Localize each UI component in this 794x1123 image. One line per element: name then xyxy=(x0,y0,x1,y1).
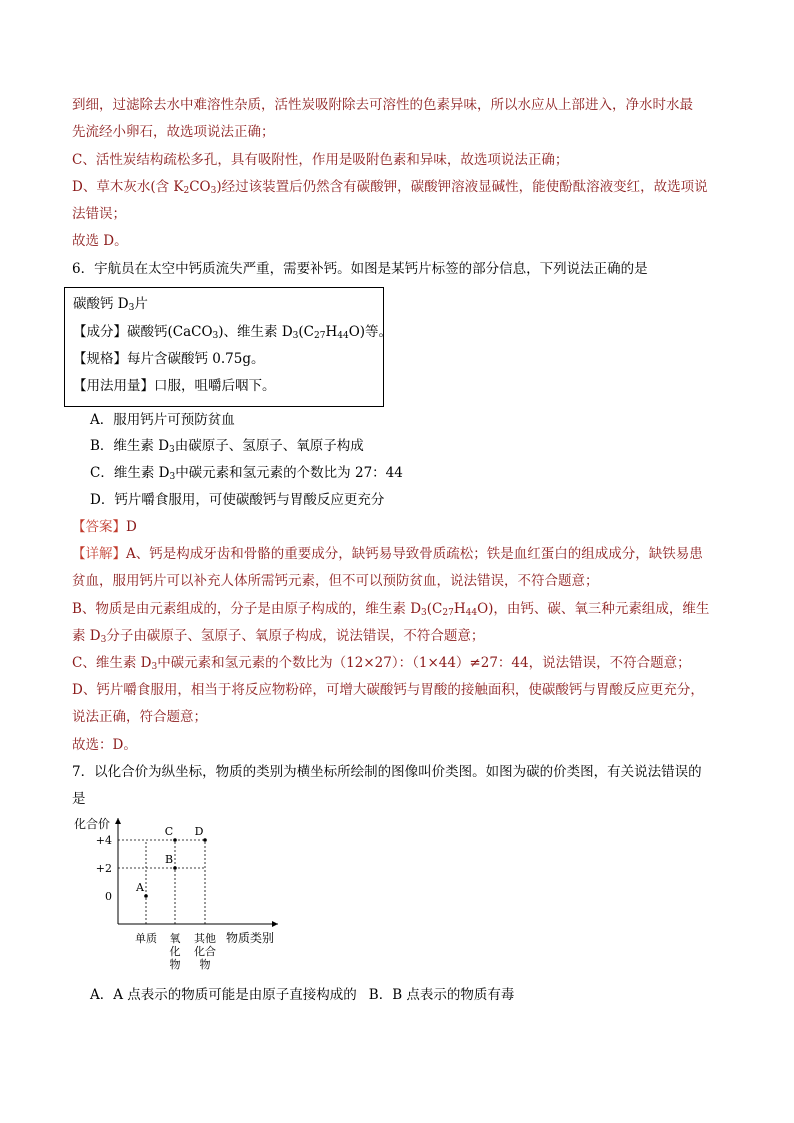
x-tick-label: 化合 xyxy=(194,945,216,958)
text: 碳酸钙 D xyxy=(73,296,129,312)
q6-detail-2 xyxy=(72,571,732,591)
text: D、草木灰水(含 K xyxy=(72,179,184,195)
subscript: 3 xyxy=(128,303,135,313)
text: C、活性炭结构疏松多孔，具有吸附性，作用是吸附色素和异味，故选项说法正确； xyxy=(72,152,569,168)
point-B xyxy=(173,866,177,870)
text: 到细，过滤除去水中难溶性杂质，活性炭吸附除去可溶性的色素异味，所以水应从上部进入，净水时水最 xyxy=(72,97,693,113)
q6-option-a xyxy=(90,410,750,430)
q7-option-a: A．A 点表示的物质可能是由原子直接构成的 xyxy=(90,987,357,1003)
intro-line-3 xyxy=(72,150,732,170)
text: 法错误； xyxy=(72,206,126,222)
intro-line-1 xyxy=(72,95,732,115)
q6-answer xyxy=(72,517,732,537)
intro-line-5 xyxy=(72,204,732,224)
subscript: 3 xyxy=(151,662,158,672)
q7-stem-1 xyxy=(72,762,732,782)
point-label-B: B xyxy=(164,853,174,866)
detail-tag: 【详解】 xyxy=(72,546,126,562)
text: (C xyxy=(426,601,443,617)
text: A．服用钙片可预防贫血 xyxy=(90,412,235,428)
text: O)，由钙、碳、氧三种元素组成，维生 xyxy=(477,601,710,617)
x-tick-label: 物 xyxy=(199,958,211,971)
label-title xyxy=(73,294,383,314)
x-tick-label: 氧 xyxy=(169,932,181,945)
q7-option-b: B．B 点表示的物质有毒 xyxy=(368,987,515,1003)
text: 【用法用量】口服，咀嚼后咽下。 xyxy=(73,378,276,394)
subscript: 3 xyxy=(169,472,176,482)
point-label-A: A xyxy=(136,881,144,894)
text: H xyxy=(325,324,338,340)
text: 6．宇航员在太空中钙质流失严重，需要补钙。如图是某钙片标签的部分信息，下列说法正确的是 xyxy=(72,261,648,277)
x-tick-label: 物 xyxy=(169,958,181,971)
subscript: 27 xyxy=(442,608,454,618)
x-tick-label: 单质 xyxy=(135,932,157,945)
subscript: 3 xyxy=(169,445,175,455)
text: C．维生素 D xyxy=(90,465,170,481)
text: 中碳元素和氢元素的个数比为 27：44 xyxy=(175,465,403,481)
subscript: 3 xyxy=(421,608,427,618)
subscript: 3 xyxy=(210,186,217,196)
q6-detail-3 xyxy=(72,599,732,619)
text: A、钙是构成牙齿和骨骼的重要成分，缺钙易导致骨质疏松；铁是血红蛋白的组成成分，缺铁易患 xyxy=(126,546,703,562)
subscript: 3 xyxy=(100,635,107,645)
text: D．钙片嚼食服用，可使碳酸钙与胃酸反应更充分 xyxy=(90,492,385,508)
label-composition xyxy=(73,322,393,342)
text: 故选：D。 xyxy=(72,737,137,753)
text: 分子由碳原子、氢原子、氧原子构成，说法错误，不符合题意； xyxy=(106,628,485,644)
text: 中碳元素和氢元素的个数比为（12×27）：（1×44）≠27：44，说法错误，不符合题意； xyxy=(157,655,691,671)
intro-line-4 xyxy=(72,177,732,197)
intro-line-6 xyxy=(72,231,732,251)
calcium-tablet-label xyxy=(64,287,393,407)
point-label-D: D xyxy=(194,825,204,838)
subscript: 44 xyxy=(337,331,349,341)
point-C xyxy=(173,838,177,842)
intro-line-2 xyxy=(72,122,732,142)
y-axis-label: 化合价 xyxy=(74,817,111,831)
y-tick-layer xyxy=(96,834,112,903)
q6-detail-8 xyxy=(72,735,732,755)
text: )、维生素 D xyxy=(218,324,293,340)
text: D、钙片嚼食服用，相当于将反应物粉碎，可增大碳酸钙与胃酸的接触面积，使碳酸钙与胃酸反应更充分， xyxy=(72,682,704,698)
text: 说法正确，符合题意； xyxy=(72,709,207,725)
text: C、维生素 D xyxy=(72,655,152,671)
q6-detail-4 xyxy=(72,626,732,646)
q6-option-c xyxy=(90,463,750,483)
subscript: 2 xyxy=(183,186,190,196)
label-usage xyxy=(73,376,383,396)
q6-option-b xyxy=(90,436,750,456)
q6-detail-1 xyxy=(72,544,732,564)
subscript: 3 xyxy=(212,331,219,341)
q6-detail-7 xyxy=(72,707,732,727)
text: CO xyxy=(189,179,211,195)
q6-detail-6 xyxy=(72,680,732,700)
point-A xyxy=(144,894,148,898)
subscript: 27 xyxy=(314,331,326,341)
q6-stem xyxy=(72,259,732,279)
text: 是 xyxy=(72,791,86,807)
carbon-valence-chart xyxy=(68,812,298,977)
point-D xyxy=(203,838,207,842)
x-tick-label: 化 xyxy=(169,945,181,958)
subscript: 44 xyxy=(465,608,478,618)
x-tick-label: 其他 xyxy=(194,932,216,945)
text: B、物质是由元素组成的，分子是由原子构成的，维生素 D xyxy=(72,601,422,617)
text: 故选 D。 xyxy=(72,233,128,249)
text: H xyxy=(453,601,466,617)
text: O)等。 xyxy=(348,324,393,340)
grid-layer xyxy=(118,840,205,924)
x-axis-label: 物质类别 xyxy=(226,931,275,945)
text: )经过该装置后仍然含有碳酸钾，碳酸钾溶液显碱性，能使酚酞溶液变红，故选项说 xyxy=(216,179,708,195)
text: 素 D xyxy=(72,628,101,644)
q6-detail-5 xyxy=(72,653,732,673)
point-label-C: C xyxy=(164,825,174,838)
y-tick-label: 0 xyxy=(105,890,112,903)
text: 贫血，服用钙片可以补充人体所需钙元素，但不可以预防贫血，说法错误，不符合题意； xyxy=(72,573,599,589)
q7-options-row xyxy=(90,985,750,1005)
text: 由碳原子、氢原子、氧原子构成 xyxy=(174,438,364,454)
q7-stem-2 xyxy=(72,789,732,809)
y-tick-label: +4 xyxy=(95,834,112,847)
text: 【规格】每片含碳酸钙 0.75g。 xyxy=(73,351,265,367)
answer-tag: 【答案】 xyxy=(72,519,126,535)
text: 【成分】碳酸钙(CaCO xyxy=(73,324,213,340)
text: 片 xyxy=(134,296,148,312)
answer-value: D xyxy=(126,519,137,535)
text: (C xyxy=(298,324,315,340)
text: 先流经小卵石，故选项说法正确； xyxy=(72,124,275,140)
text: B．维生素 D xyxy=(90,438,170,454)
y-tick-label: +2 xyxy=(95,862,112,875)
text: 7．以化合价为纵坐标，物质的类别为横坐标所绘制的图像叫价类图。如图为碳的价类图，有关说法错误的 xyxy=(72,764,702,780)
q6-option-d xyxy=(90,490,750,510)
x-tick-layer xyxy=(135,931,216,971)
subscript: 3 xyxy=(292,331,299,341)
label-spec xyxy=(73,349,383,369)
